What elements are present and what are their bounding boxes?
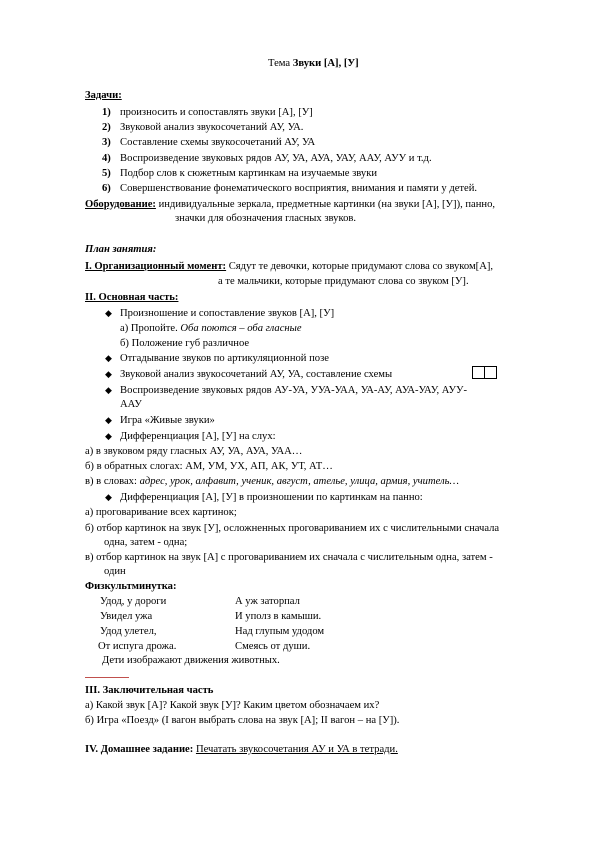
main-item-sing: а) Пропойте. Оба поются – оба гласные	[120, 323, 302, 334]
pict-item-b-2: одна, затем - одна;	[104, 537, 188, 548]
main-item-sound-analysis: Звуковой анализ звукосочетаний АУ, УА, составление схемы	[120, 369, 393, 380]
pict-item-a: а) проговаривание всех картинок;	[85, 507, 237, 518]
tasks-heading: Задачи:	[85, 90, 122, 101]
diff-item-b: б) в обратных слогах: АМ, УМ, УХ, АП, АК, УТ, АТ…	[85, 461, 333, 472]
main-item-sound-rows-2: ААУ	[120, 399, 142, 410]
task-item: Совершенствование фонематического восприятия, внимания и памяти у детей.	[120, 183, 478, 194]
task-number: 1)	[102, 107, 111, 118]
bullet-icon: ◆	[105, 353, 112, 363]
poem-line-right: Смеясь от души.	[235, 641, 311, 652]
poem-line-right: И уполз в камыши.	[235, 611, 322, 622]
phys-heading: Физкультминутка:	[85, 581, 177, 592]
main-item-sound-rows-1: Воспроизведение звуковых рядов АУ-УА, УУА-УАА, УА-АУ, АУА-УАУ, АУУ-	[120, 385, 468, 396]
task-item: Воспроизведение звуковых рядов АУ, УА, АУА, УАУ, ААУ, АУУ и т.д.	[120, 153, 432, 164]
divider	[85, 677, 129, 678]
org-moment-line-1: I. Организационный момент: Сядут те девочки, которые придумают слова со звуком[А],	[85, 261, 494, 272]
bullet-icon: ◆	[105, 385, 112, 395]
diff-item-v: в) в словах: адрес, урок, алфавит, ученик, август, ателье, улица, армия, учитель…	[85, 476, 459, 487]
bullet-icon: ◆	[105, 415, 112, 425]
pict-item-v-2: один	[104, 566, 126, 577]
bullet-icon: ◆	[105, 431, 112, 441]
poem-line-left: Удод, у дороги	[100, 596, 167, 607]
diff-item-a: а) в звуковом ряду гласных АУ, УА, АУА, УАА…	[85, 446, 303, 457]
task-number: 6)	[102, 183, 111, 194]
final-item-b: б) Игра «Поезд» (I вагон выбрать слова на звук [А]; II вагон – на [У]).	[85, 715, 400, 726]
bullet-icon: ◆	[105, 492, 112, 502]
poem-line-left: Удод улетел,	[100, 626, 157, 637]
plan-heading: План занятия:	[85, 244, 157, 255]
main-item-pronunciation: Произношение и сопоставление звуков [А], [У]	[120, 308, 335, 319]
org-moment-line-2: а те мальчики, которые придумают слова со звуком [У].	[218, 276, 469, 287]
poem-line-left: От испуга дрожа.	[98, 641, 177, 652]
main-item-differentiation-hearing: Дифференциация [А], [У] на слух:	[120, 431, 276, 442]
pict-item-v-1: в) отбор картинок на звук [А] с проговариванием их сначала с числительным одна, затем -	[85, 552, 493, 563]
task-number: 3)	[102, 137, 111, 148]
scheme-square-icon	[484, 366, 497, 379]
poem-line-left: Увидел ужа	[100, 611, 153, 622]
main-item-differentiation-pictures: Дифференциация [А], [У] в произношении по картинкам на панно:	[120, 492, 423, 503]
final-heading: III. Заключительная часть	[85, 685, 214, 696]
bullet-icon: ◆	[105, 369, 112, 379]
final-item-a: а) Какой звук [А]? Какой звук [У]? Каким цветом обозначаем их?	[85, 700, 380, 711]
page-title: Тема Звуки [А], [У]	[268, 58, 359, 69]
task-item: произносить и сопоставлять звуки [А], [У]	[120, 107, 313, 118]
task-item: Звуковой анализ звукосочетаний АУ, УА.	[120, 122, 304, 133]
pict-item-b-1: б) отбор картинок на звук [У], осложненных проговариванием их с числительными сначала	[85, 523, 500, 534]
main-item-lips: б) Положение губ различное	[120, 338, 250, 349]
equipment-line-1: Оборудование: индивидуальные зеркала, предметные картинки (на звуки [А], [У]), панно,	[85, 199, 496, 210]
task-item: Подбор слов к сюжетным картинкам на изучаемые звуки	[120, 168, 378, 179]
equipment-line-2: значки для обозначения гласных звуков.	[175, 213, 357, 224]
task-number: 4)	[102, 153, 111, 164]
bullet-icon: ◆	[105, 308, 112, 318]
main-item-game: Игра «Живые звуки»	[120, 415, 215, 426]
main-item-guessing: Отгадывание звуков по артикуляционной позе	[120, 353, 329, 364]
homework: IV. Домашнее задание: Печатать звукосочетания АУ и УА в тетради.	[85, 744, 398, 755]
poem-line-right: Над глупым удодом	[235, 626, 325, 637]
task-number: 2)	[102, 122, 111, 133]
phys-note: Дети изображают движения животных.	[102, 655, 280, 666]
task-item: Составление схемы звукосочетаний АУ, УА	[120, 137, 316, 148]
poem-line-right: А уж заторпал	[235, 596, 300, 607]
main-part-heading: II. Основная часть:	[85, 292, 179, 303]
task-number: 5)	[102, 168, 111, 179]
